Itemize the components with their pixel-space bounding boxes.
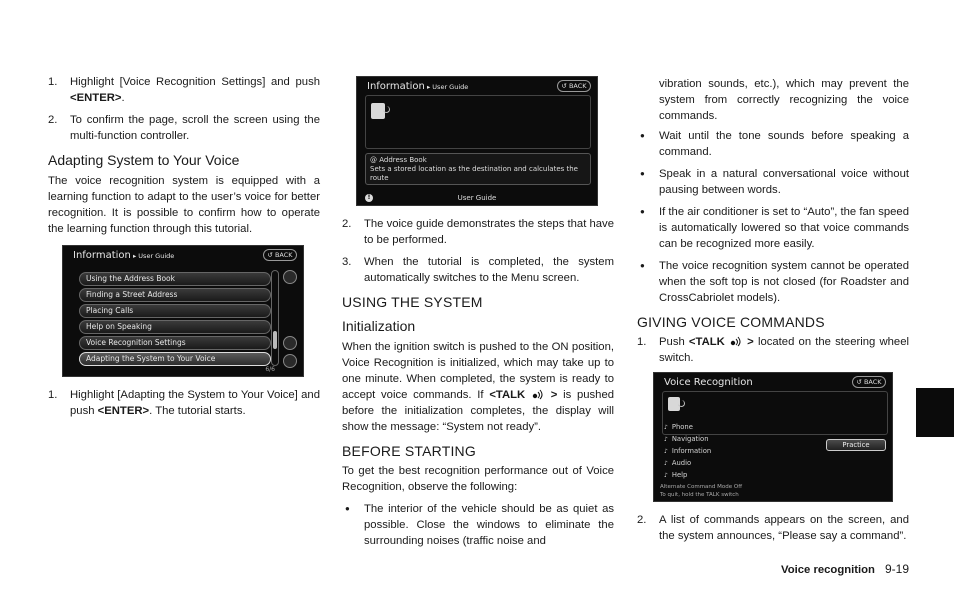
bullet-item: ● The interior of the vehicle should be as quiet as possible. Close the windows to eliminate the surrounding noises (traffic noise and — [342, 501, 614, 549]
column-right-bullets — [637, 128, 909, 550]
menu-item[interactable]: Finding a Street Address — [79, 288, 271, 302]
step-text: Highlight [Voice Recognition Settings] and push — [70, 76, 320, 88]
talk-key: <TALK — [489, 389, 526, 401]
step-item: 1. Highlight [Voice Recognition Settings] and push <ENTER>. — [48, 76, 320, 104]
command-item[interactable]: ♪ Phone — [664, 423, 693, 431]
footer-section: Voice recognition — [781, 564, 875, 576]
scrollbar[interactable] — [271, 270, 279, 366]
steps-list-5 — [637, 512, 909, 544]
screen-title: Information ▸ User Guide — [367, 81, 469, 92]
step-item: 1. Push <TALK > located on the steering wheel switch. — [637, 336, 910, 364]
voice-message-area — [365, 95, 591, 149]
command-item[interactable]: ♪ Audio — [664, 459, 691, 467]
bullet-item: ● Speak in a natural conversational voice without pausing between words. — [637, 166, 909, 198]
column-right — [659, 76, 909, 130]
tutorial-text-box: @ Address Book Sets a stored location as the destination and calculates the route — [365, 153, 591, 185]
step-item: 3. When the tutorial is completed, the system automatically switches to the Menu screen. — [342, 256, 614, 284]
enter-key: <ENTER> — [70, 92, 122, 104]
menu-item-selected[interactable]: Adapting the System to Your Voice — [79, 352, 271, 366]
heading-adapting: Adapting System to Your Voice — [48, 152, 240, 168]
menu-item[interactable]: Placing Calls — [79, 304, 271, 318]
bullet-list — [637, 128, 909, 306]
info-icon: ! — [365, 194, 373, 202]
bullet-item: ● The voice recognition system cannot be operated when the soft top is not closed (for Roadster and CrossCabriolet models). — [637, 258, 909, 306]
initialization-paragraph: When the ignition switch is pushed to the ON position, Voice Recognition is initialized, which may take up to one minute. When completed, the system is ready to accept voice commands. If <TALK > is pushed before the initialization completes, the display will show the message: “System not ready”. — [342, 341, 615, 433]
steps-list-3 — [342, 216, 614, 286]
command-item[interactable]: ♪ Navigation — [664, 435, 709, 443]
screen-title: Voice Recognition — [664, 377, 753, 388]
heading-initialization: Initialization — [342, 318, 416, 334]
step-text: Highlight [Adapting the System to Your Voice] and push — [70, 389, 320, 417]
section-giving-commands: GIVING VOICE COMMANDS — [637, 314, 825, 330]
back-button[interactable]: ↺ BACK — [557, 80, 591, 92]
menu-item[interactable]: Help on Speaking — [79, 320, 271, 334]
steps-list-1 — [48, 74, 320, 144]
adapting-paragraph: The voice recognition system is equipped with a learning function to adapt to the user’s voice for better recognition. It is possible to confirm how to operate the learning function through this tutorial. — [48, 175, 320, 235]
screen-voice-recognition — [653, 372, 893, 502]
step-item: 1. Highlight [Adapting the System to Your Voice] and push <ENTER>. The tutorial starts. — [48, 389, 320, 417]
menu-item[interactable]: Using the Address Book — [79, 272, 271, 286]
command-item[interactable]: ♪ Help — [664, 471, 687, 479]
page-indicator: 6/6 — [265, 366, 275, 373]
scroll-up-icon[interactable] — [283, 270, 297, 284]
screen-footer: User Guide — [457, 194, 497, 202]
screen-title: Information ▸ User Guide — [73, 250, 175, 261]
chapter-tab-marker — [916, 388, 954, 437]
steps-list-4 — [637, 334, 909, 366]
talk-icon — [531, 389, 545, 400]
speaker-icon — [668, 397, 680, 411]
talk-key: <TALK — [688, 336, 725, 348]
voice-message-area — [662, 391, 888, 435]
column-left — [48, 74, 320, 425]
bullet-continuation: vibration sounds, etc.), which may prevent the system from correctly recognizing the voice commands. — [659, 78, 909, 122]
step-item: 2. The voice guide demonstrates the steps that have to be performed. — [342, 218, 614, 246]
steps-list-2 — [48, 387, 320, 419]
before-paragraph: To get the best recognition performance out of Voice Recognition, observe the following: — [342, 465, 614, 493]
step-item: 2. A list of commands appears on the screen, and the system announces, “Please say a command”. — [637, 514, 909, 542]
section-before-starting: BEFORE STARTING — [342, 443, 476, 459]
menu-item[interactable]: Voice Recognition Settings — [79, 336, 271, 350]
back-button[interactable]: ↺ BACK — [263, 249, 297, 261]
step-item: 2. To confirm the page, scroll the screen using the multi-function controller. — [48, 114, 320, 142]
column-middle — [342, 76, 614, 555]
talk-icon — [729, 336, 743, 347]
bullet-item: ● If the air conditioner is set to “Auto”, the fan speed is automatically lowered so that voice commands can be recognized more easily. — [637, 204, 909, 252]
scroll-down-icon[interactable] — [283, 336, 297, 350]
command-item[interactable]: ♪ Information — [664, 447, 711, 455]
practice-button[interactable]: Practice — [826, 439, 886, 451]
scroll-down-icon[interactable] — [283, 354, 297, 368]
enter-key: <ENTER> — [97, 405, 150, 417]
step-text: To confirm the page, scroll the screen using the multi-function controller. — [70, 114, 320, 142]
bullet-item: ● Wait until the tone sounds before speaking a command. — [637, 128, 909, 160]
quit-hint: To quit, hold the TALK switch — [660, 492, 739, 498]
section-using-system: USING THE SYSTEM — [342, 294, 483, 310]
screen-user-guide-menu — [62, 245, 304, 377]
back-button[interactable]: ↺ BACK — [852, 376, 886, 388]
screen-user-guide-tutorial — [356, 76, 598, 206]
page-number: 9-19 — [884, 562, 909, 576]
page-footer — [781, 562, 909, 576]
mode-status: Alternate Command Mode Off — [660, 484, 743, 490]
speaker-icon — [371, 103, 385, 119]
bullet-list — [342, 501, 614, 549]
